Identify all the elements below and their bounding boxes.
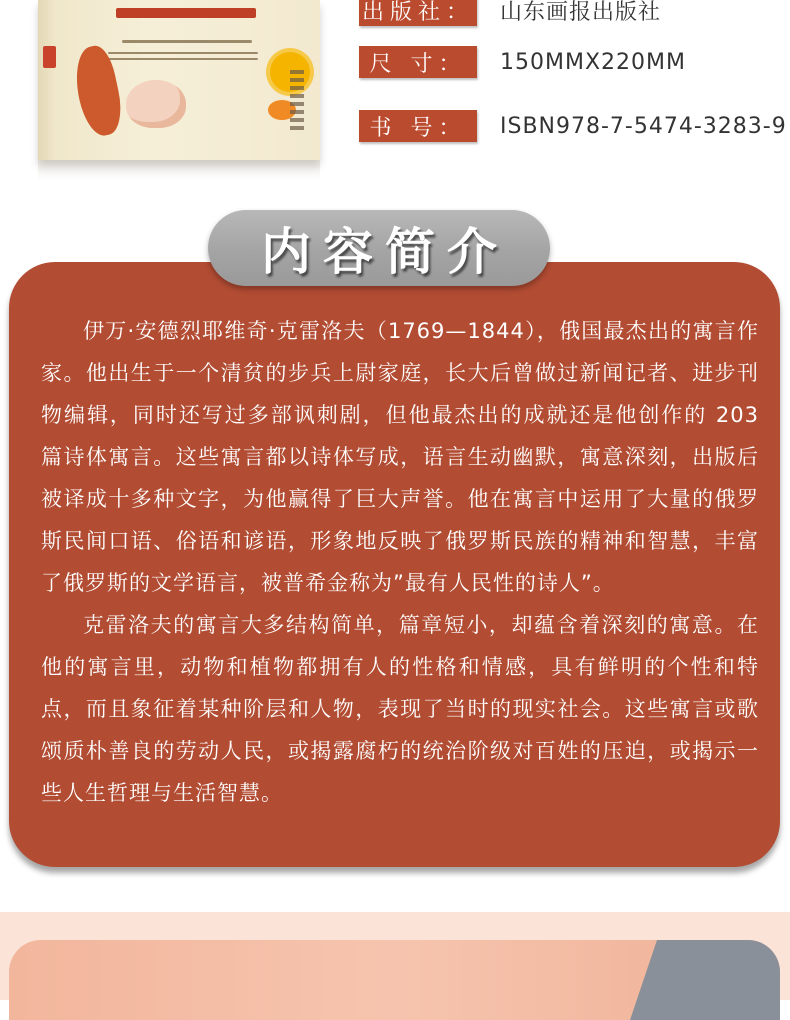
next-section-card [9,940,780,1020]
book-spine-tab [43,46,56,68]
book-tagline-line [108,52,258,54]
content-paragraph: 伊万·安德烈耶维奇·克雷洛夫（1769—1844），俄国最杰出的寓言作家。他出生于一个清贫的步兵上尉家庭，长大后曾做过新闻记者、进步刊物编辑，同时还写过多部讽刺剧，但他最杰出的成就还是他创作的 203 篇诗体寓言。这些寓言都以诗体写成，语言生动幽默，寓意深刻，出版后被译成十多种文字，为他赢得了巨大声誉。他在寓言中运用了大量的俄罗斯民间口语、俗语和谚语，形象地反映了俄罗斯民族的精神和智慧，丰富了俄罗斯的文学语言，被普希金称为”最有人民性的诗人”。 [41,319,759,595]
size-value: 150MMX220MM [500,49,686,75]
publisher-seal [290,70,304,130]
content-body [41,310,759,814]
content-paragraph: 克雷洛夫的寓言大多结构简单，篇章短小，却蕴含着深刻的寓意。在他的寓言里，动物和植物都拥有人的性格和情感，具有鲜明的个性和特点，而且象征着某种阶层和人物，表现了当时的现实社会。这些寓言或歌颂质朴善良的劳动人民，或揭露腐朽的统治阶级对百姓的压迫，或揭示一些人生哲理与生活智慧。 [41,613,759,805]
character-illustration [126,80,186,128]
book-tagline-line [108,58,258,60]
section-title-badge [208,210,550,286]
book-tagline-line [122,40,252,43]
book-spine [38,0,54,160]
book-reflection [38,160,320,180]
isbn-value: ISBN978-7-5474-3283-9 [500,113,787,139]
next-section-image [630,940,780,1020]
publisher-value: 山东画报出版社 [500,0,662,25]
book-author-bar [116,8,256,18]
isbn-label: 书 号： [359,110,477,142]
size-label: 尺 寸： [359,46,477,78]
section-title: 内容简介 [261,222,509,281]
content-card [9,262,780,867]
publisher-label: 出版社： [359,0,477,26]
book-cover-image [38,0,320,160]
